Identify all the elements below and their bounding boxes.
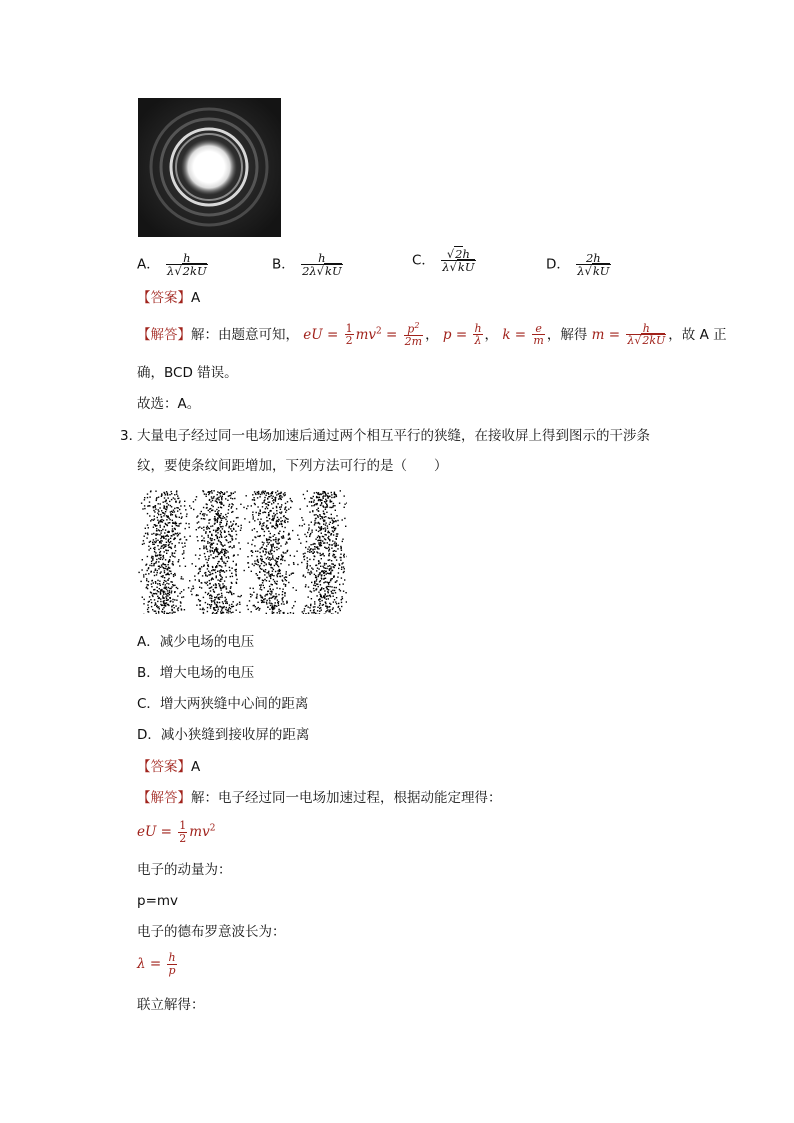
q2-option-d: D． $\frac{2h}{\lambda√kU}$ (546, 251, 610, 279)
fraction: $\frac{h}{\lambda√2kU}$ (167, 251, 207, 279)
fraction: $\frac{h}{\lambda}$ (474, 321, 482, 348)
q2-option-a: A． $\frac{h}{\lambda√2kU}$ (137, 251, 207, 279)
fraction: $\frac{√2h}{\lambda√kU}$ (442, 247, 475, 275)
q3-solution-lead: 【解答】解：电子经过同一电场加速过程，根据动能定理得： (137, 790, 502, 806)
q3-option-a: A．减少电场的电压 (137, 634, 255, 650)
q2-choose: 故选：A。 (137, 396, 201, 412)
q2-answer: 【答案】A (137, 290, 201, 306)
fraction: $\frac{2h}{\lambda√kU}$ (577, 251, 610, 279)
q2-option-b: B． $\frac{h}{2\lambda√kU}$ (272, 251, 342, 279)
fraction: $\frac{h}{\lambda√2kU}$ (627, 321, 666, 348)
q2-solution-line2: 确，BCD 错误。 (137, 365, 238, 381)
q2-solution-line1: 【解答】解：由题意可知， eU = $\frac{1}{2}$ $mv^2$ = $\frac{p^2}{2m}$ ， p = $\frac{h}{\lambda}$ ， k = $\frac{e}{m}$ ，解得 m = $\frac{h}{\lambda√2kU}$ ，故 A 正 (137, 321, 727, 349)
q3-combine: 联立解得： (137, 997, 205, 1013)
fraction: $\frac{h}{2\lambda√kU}$ (302, 251, 342, 279)
electron-interference-fringes-image (138, 490, 347, 614)
q3-option-d: D．减小狭缝到接收屏的距离 (137, 727, 310, 743)
q3-stem-line2: 纹，要使条纹间距增加，下列方法可行的是（ ） (137, 458, 448, 474)
fraction: $\frac{p^2}{2m}$ (404, 321, 423, 349)
q2-option-c: C． $\frac{√2h}{\lambda√kU}$ (412, 247, 475, 275)
q3-momentum-equation: p=mv (137, 893, 179, 909)
fraction: $\frac{1}{2}$ (345, 321, 353, 348)
q3-stem-line1: 大量电子经过同一电场加速后通过两个相互平行的狭缝，在接收屏上得到图示的干涉条 (137, 428, 650, 444)
q3-equation-wavelength: λ = $\frac{h}{p}$ (137, 951, 176, 977)
fraction: $\frac{1}{2}$ (179, 819, 187, 845)
q3-momentum-label: 电子的动量为： (137, 862, 232, 878)
electron-diffraction-rings-image (138, 98, 281, 237)
q3-equation-energy: eU = $\frac{1}{2}$ $mv^2$ (137, 819, 216, 845)
q3-option-b: B．增大电场的电压 (137, 665, 255, 681)
q3-answer: 【答案】A (137, 759, 201, 775)
fraction: $\frac{e}{m}$ (533, 321, 544, 348)
q3-number: 3． (120, 428, 143, 444)
fraction: $\frac{h}{p}$ (168, 951, 176, 977)
q3-option-c: C．增大两狭缝中心间的距离 (137, 696, 309, 712)
q3-wavelength-label: 电子的德布罗意波长为： (137, 924, 286, 940)
